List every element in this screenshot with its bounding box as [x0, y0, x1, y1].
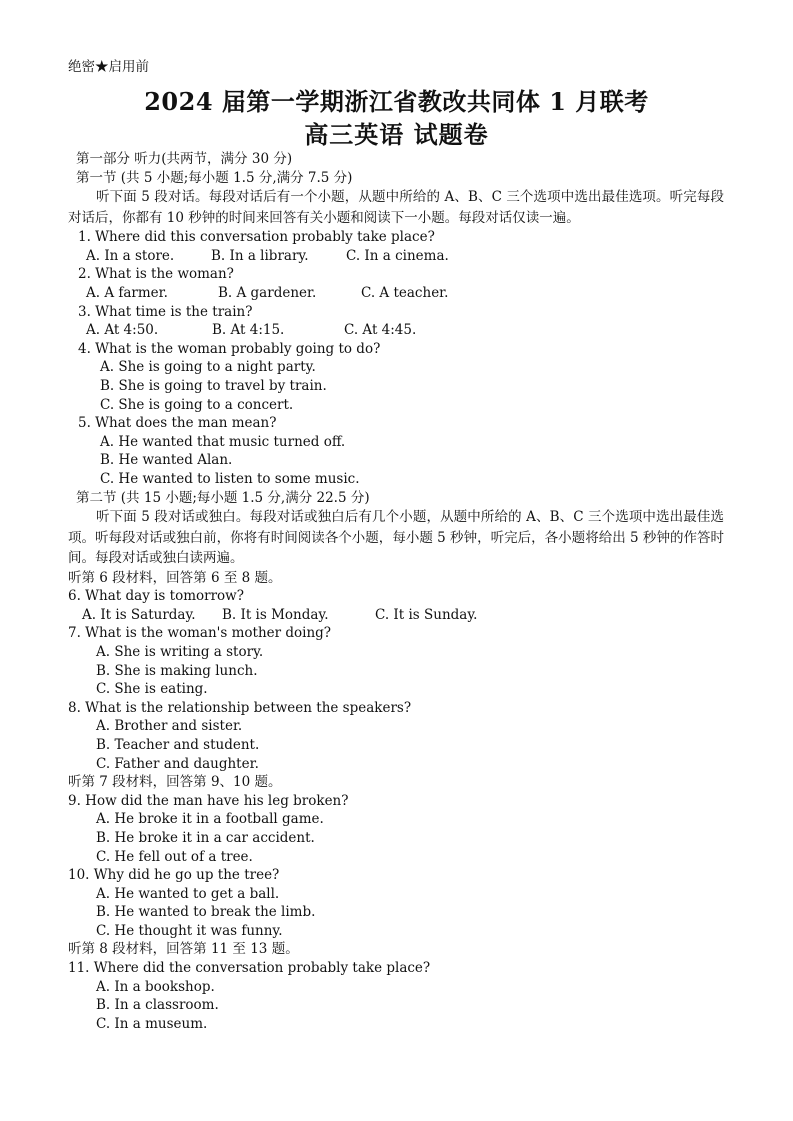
option-b: B. A gardener.: [218, 284, 317, 301]
question-10: 10. Why did he go up the tree?: [68, 867, 280, 884]
material-7-label: 听第 7 段材料，回答第 9、10 题。: [68, 774, 282, 791]
option-c: C. A teacher.: [361, 284, 449, 301]
option-a: A. He wanted to get a ball.: [96, 885, 280, 902]
option-c: C. He wanted to listen to some music.: [100, 470, 360, 487]
option-b: B. He wanted to break the limb.: [96, 904, 316, 921]
option-c: C. It is Sunday.: [375, 606, 478, 623]
section1-heading: 第一节 (共 5 小题;每小题 1.5 分,满分 7.5 分): [76, 169, 353, 186]
option-b: B. He broke it in a car accident.: [96, 829, 315, 846]
option-a: A. She is going to a night party.: [100, 359, 316, 376]
question-8: 8. What is the relationship between the speakers?: [68, 699, 412, 716]
section2-instructions: 听下面 5 段对话或独白。每段对话或独白后有几个小题，从题中所给的 A、B、C 三个选项中选出最佳选项。听每段对话或独白前，你将有时间阅读各个小题，每小题 5 秒钟，听完后，各小题将给出 5 秒钟的作答时间。每段对话或独白读两遍。: [68, 509, 724, 567]
option-c: C. She is going to a concert.: [100, 396, 294, 413]
option-c: C. He fell out of a tree.: [96, 848, 253, 865]
option-a: A. He wanted that music turned off.: [100, 433, 346, 450]
option-b: B. It is Monday.: [222, 606, 329, 623]
question-3-options: [68, 321, 724, 340]
exam-subtitle: 高三英语 试题卷: [304, 120, 489, 149]
option-b: B. In a classroom.: [96, 997, 219, 1014]
question-7: 7. What is the woman's mother doing?: [68, 625, 332, 642]
question-5: 5. What does the man mean?: [78, 415, 277, 432]
option-c: C. At 4:45.: [344, 322, 417, 339]
material-8-label: 听第 8 段材料，回答第 11 至 13 题。: [68, 941, 299, 958]
option-b: B. She is making lunch.: [96, 662, 258, 679]
question-4: 4. What is the woman probably going to do?: [78, 340, 381, 357]
material-6-label: 听第 6 段材料，回答第 6 至 8 题。: [68, 569, 282, 586]
option-c: C. She is eating.: [96, 681, 208, 698]
confidential-label: 绝密★启用前: [68, 59, 149, 75]
option-b: B. He wanted Alan.: [100, 452, 233, 469]
option-c: C. Father and daughter.: [96, 755, 259, 772]
question-1-options: [68, 247, 724, 266]
question-2-options: [68, 284, 724, 303]
option-a: A. A farmer.: [86, 284, 168, 301]
option-a: A. She is writing a story.: [96, 643, 264, 660]
question-6-options: [68, 606, 724, 625]
section1-instructions: 听下面 5 段对话。每段对话后有一个小题，从题中所给的 A、B、C 三个选项中选出最佳选项。听完每段对话后，你都有 10 秒钟的时间来回答有关小题和阅读下一小题。每段对话仅读一遍。: [68, 189, 724, 226]
question-3: 3. What time is the train?: [78, 303, 253, 320]
option-c: C. In a museum.: [96, 1015, 208, 1032]
option-a: A. In a store.: [86, 247, 175, 264]
question-11: 11. Where did the conversation probably take place?: [68, 960, 431, 977]
exam-title: 2024 届第一学期浙江省教改共同体 1 月联考: [144, 87, 649, 116]
option-a: A. It is Saturday.: [82, 606, 196, 623]
question-9: 9. How did the man have his leg broken?: [68, 792, 349, 809]
option-a: A. At 4:50.: [86, 322, 159, 339]
question-2: 2. What is the woman?: [78, 266, 234, 283]
option-b: B. In a library.: [211, 247, 309, 264]
section2-heading: 第二节 (共 15 小题;每小题 1.5 分,满分 22.5 分): [76, 489, 370, 506]
option-c: C. In a cinema.: [346, 247, 449, 264]
part-heading: 第一部分 听力(共两节，满分 30 分): [76, 151, 293, 167]
option-a: A. In a bookshop.: [96, 978, 215, 995]
option-b: B. At 4:15.: [212, 322, 285, 339]
exam-content: [68, 150, 724, 1033]
option-c: C. He thought it was funny.: [96, 922, 283, 939]
question-6: 6. What day is tomorrow?: [68, 588, 244, 605]
option-a: A. Brother and sister.: [96, 718, 243, 735]
option-b: B. She is going to travel by train.: [100, 377, 327, 394]
question-1: 1. Where did this conversation probably take place?: [78, 229, 435, 246]
option-a: A. He broke it in a football game.: [96, 811, 324, 828]
option-b: B. Teacher and student.: [96, 736, 260, 753]
